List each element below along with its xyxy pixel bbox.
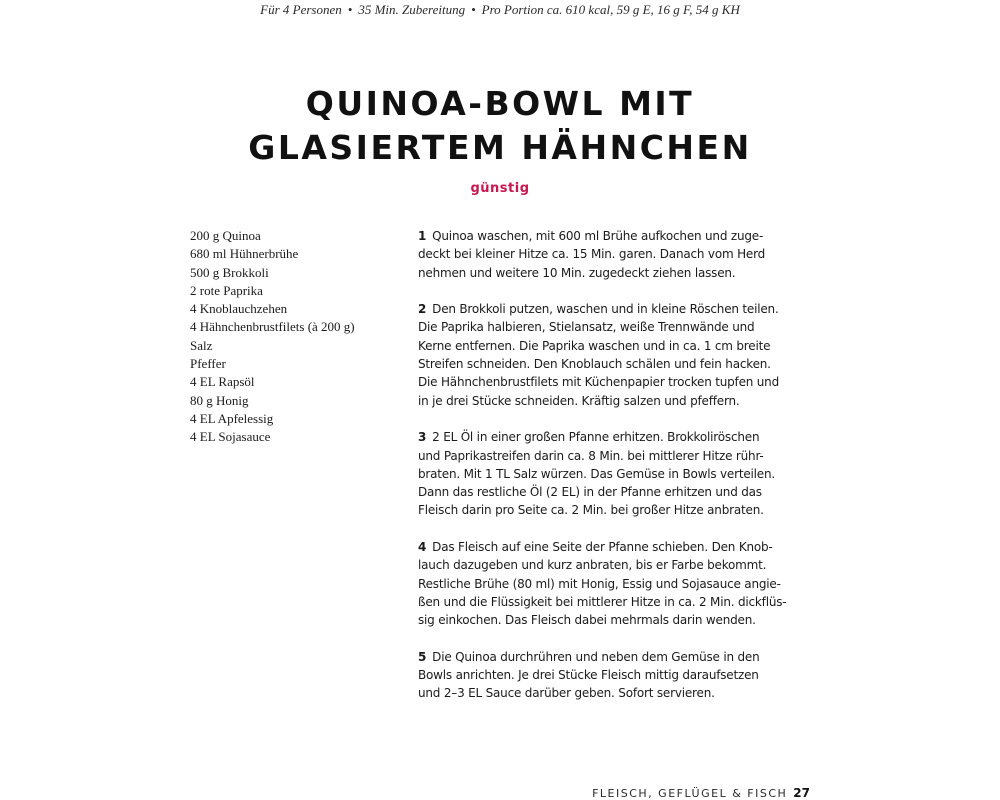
step-text-line: Das Fleisch auf eine Seite der Pfanne schieben. Den Knob- [432, 540, 773, 555]
instruction-step [418, 648, 790, 703]
step-text-line: deckt bei kleiner Hitze ca. 15 Min. garen. Danach vom Herd [418, 247, 766, 262]
ingredient-item: 200 g Quinoa [190, 228, 261, 243]
instruction-step [418, 227, 790, 282]
recipe-title [0, 82, 1000, 170]
step-text-line: Die Quinoa durchrühren und neben dem Gemüse in den [432, 649, 760, 664]
recipe-title-line-2: GLASIERTEM HÄHNCHEN [248, 128, 752, 167]
ingredient-item: 4 Knoblauchzehen [190, 301, 288, 317]
meta-separator: • [347, 2, 353, 17]
step-text-line: Fleisch darin pro Seite ca. 2 Min. bei großer Hitze anbraten. [418, 503, 764, 518]
step-number: 2 [418, 302, 427, 317]
step-number: 4 [418, 540, 427, 555]
prep-time-text: 35 Min. Zubereitung [358, 2, 466, 17]
ingredient-item: 80 g Honig [190, 392, 249, 408]
step-text-line: 2 EL Öl in einer großen Pfanne erhitzen. Brokkoliröschen [432, 430, 760, 445]
ingredient-item: 4 EL Apfelessig [190, 410, 274, 426]
nutrition-text: Pro Portion ca. 610 kcal, 59 g E, 16 g F, 54 g KH [481, 2, 740, 17]
step-text-line: in je drei Stücke schneiden. Kräftig salzen und pfeffern. [418, 393, 740, 408]
ingredient-item: 2 rote Paprika [190, 282, 263, 298]
ingredient-item: 4 EL Sojasauce [190, 429, 271, 445]
step-number: 5 [418, 649, 427, 664]
recipe-meta [0, 2, 1000, 18]
recipe-tag: günstig [470, 181, 530, 196]
page-footer [592, 786, 810, 800]
step-text-line: lauch dazugeben und kurz anbraten, bis er Farbe bekommt. [418, 558, 767, 573]
step-text-line: Bowls anrichten. Je drei Stücke Fleisch mittig daraufsetzen [418, 668, 759, 683]
instruction-step [418, 538, 790, 629]
page-number: 27 [793, 786, 810, 800]
meta-separator: • [471, 2, 476, 17]
step-text-line: Den Brokkoli putzen, waschen und in kleine Röschen teilen. [432, 302, 779, 317]
step-number: 3 [418, 430, 427, 445]
ingredient-item: 4 Hähnchenbrustfilets (à 200 g) [190, 319, 355, 335]
step-text-line: Die Hähnchenbrustfilets mit Küchenpapier trocken tupfen und [418, 375, 779, 390]
step-text-line: sig einkochen. Das Fleisch dabei mehrmals darin wenden. [418, 613, 756, 628]
step-text-line: nehmen und weitere 10 Min. zugedeckt ziehen lassen. [418, 265, 736, 280]
section-name: FLEISCH, GEFLÜGEL & FISCH [592, 787, 788, 800]
step-text-line: Quinoa waschen, mit 600 ml Brühe aufkochen und zuge- [432, 229, 764, 243]
step-text-line: braten. Mit 1 TL Salz würzen. Das Gemüse in Bowls verteilen. [418, 466, 776, 481]
instruction-steps [418, 227, 790, 721]
ingredient-list [190, 227, 390, 447]
step-number: 1 [418, 229, 427, 243]
ingredient-item: 4 EL Rapsöl [190, 374, 255, 390]
ingredient-item: 500 g Brokkoli [190, 264, 269, 280]
ingredient-item: Salz [190, 337, 213, 353]
step-text-line: und 2–3 EL Sauce darüber geben. Sofort servieren. [418, 686, 715, 701]
step-text-line: Die Paprika halbieren, Stielansatz, weiße Trennwände und [418, 320, 755, 335]
step-text-line: Restliche Brühe (80 ml) mit Honig, Essig und Sojasauce angie- [418, 576, 781, 591]
step-text-line: Kerne entfernen. Die Paprika waschen und in ca. 1 cm breite [418, 338, 771, 353]
instruction-step [418, 428, 790, 519]
step-text-line: Streifen schneiden. Den Knoblauch schälen und fein hacken. [418, 357, 771, 372]
servings-text: Für 4 Personen [260, 2, 342, 17]
step-text-line: Dann das restliche Öl (2 EL) in der Pfanne erhitzen und das [418, 485, 762, 500]
step-text-line: und Paprikastreifen darin ca. 8 Min. bei mittlerer Hitze rühr- [418, 448, 764, 463]
step-text-line: ßen und die Flüssigkeit bei mittlerer Hitze in ca. 2 Min. dickflüs- [418, 594, 787, 609]
ingredient-item: Pfeffer [190, 356, 226, 372]
ingredient-item: 680 ml Hühnerbrühe [190, 246, 299, 262]
instruction-step [418, 300, 790, 410]
recipe-title-line-1: QUINOA-BOWL MIT [305, 84, 695, 123]
